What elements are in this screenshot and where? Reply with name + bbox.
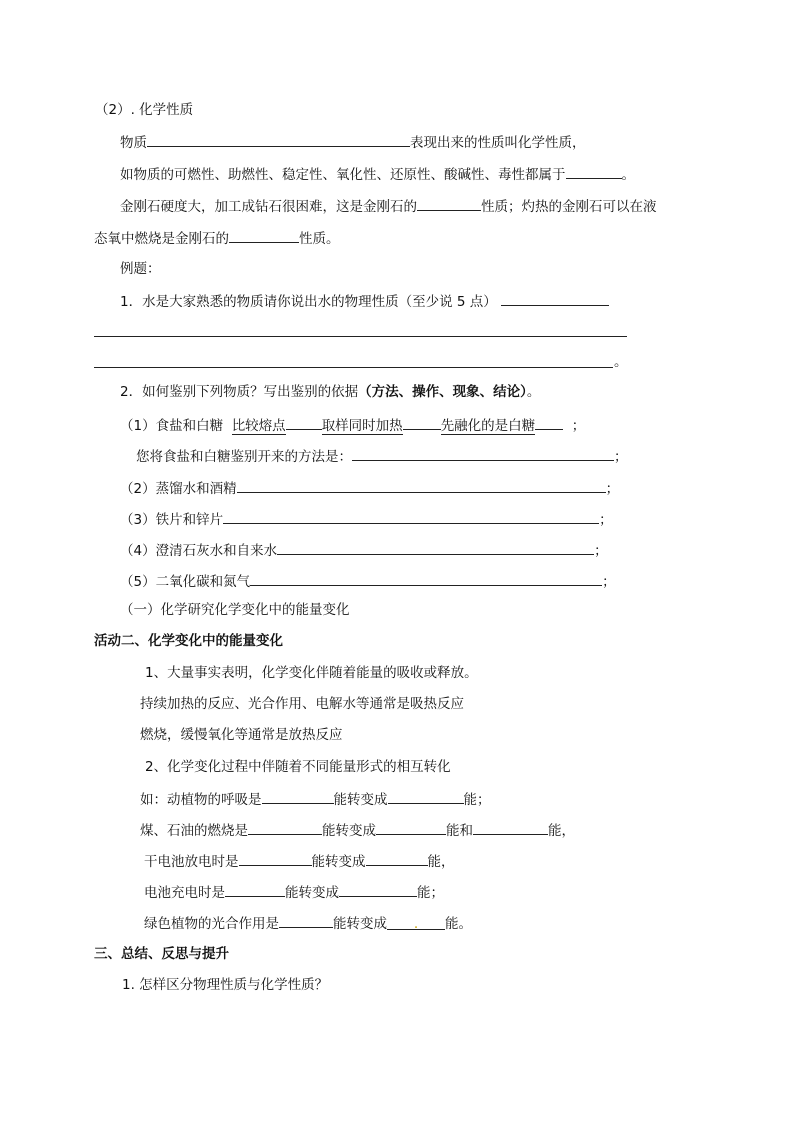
energy-intro: （一）化学研究化学变化中的能量变化 — [120, 602, 350, 618]
item-1-salt-sugar — [120, 415, 585, 435]
method-blank[interactable] — [352, 446, 614, 461]
exothermic-examples: 燃烧，缓慢氧化等通常是放热反应 — [140, 727, 343, 743]
example-label: 例题： — [120, 261, 161, 277]
section-3-question-1: 1. 怎样区分物理性质与化学性质？ — [122, 977, 329, 993]
item-2-blank[interactable] — [237, 478, 606, 493]
combustion-and: 能和 — [446, 823, 473, 839]
question-1-end: 。 — [614, 354, 628, 370]
combustion-text: 煤、石油的燃烧是 — [140, 823, 248, 839]
diamond-blank-1[interactable] — [417, 196, 481, 211]
discharge-blank-1[interactable] — [239, 851, 312, 866]
respiration-blank-2[interactable] — [388, 789, 464, 804]
photosynthesis-dot: . — [413, 916, 419, 932]
item-5-co2-nitrogen — [120, 571, 616, 591]
item-4-limewater-tapwater — [120, 540, 608, 560]
chem-examples-blank[interactable] — [566, 164, 622, 179]
discharge-text: 干电池放电时是 — [144, 854, 239, 870]
combustion-mid: 能转变成 — [322, 823, 376, 839]
item-1-answer-2: 取样同时加热 — [321, 418, 403, 434]
diamond-line2-post: 性质。 — [299, 231, 340, 247]
item-1-answer-3: 先融化的是白糖 — [440, 418, 536, 434]
item-2-end: ； — [605, 481, 620, 497]
question-2 — [120, 383, 540, 401]
energy-battery-charge — [144, 882, 444, 902]
respiration-end: 能； — [463, 792, 491, 808]
charge-text: 电池充电时是 — [144, 885, 225, 901]
charge-blank-1[interactable] — [225, 882, 285, 897]
combustion-end: 能， — [548, 823, 575, 839]
item-4-blank[interactable] — [277, 540, 594, 555]
diamond-line-2 — [94, 228, 340, 248]
question-2-text: 2．如何鉴别下列物质？写出鉴别的依据 — [120, 384, 359, 400]
question-2-criteria: （方法、操作、现象、结论） — [358, 384, 527, 400]
photosynthesis-text: 绿色植物的光合作用是 — [144, 916, 279, 932]
item-1-end: ； — [571, 418, 586, 434]
combustion-blank-2[interactable] — [376, 820, 446, 835]
item-3-label: （3）铁片和锌片 — [120, 512, 224, 528]
endothermic-examples: 持续加热的反应、光合作用、电解水等通常是吸热反应 — [140, 696, 464, 712]
item-1-label: （1）食盐和白糖 — [120, 418, 224, 434]
item-5-blank[interactable] — [250, 571, 602, 586]
item-1-answer-1: 比较熔点 — [231, 418, 286, 434]
diamond-line2-text: 态氧中燃烧是金刚石的 — [94, 231, 229, 247]
respiration-mid: 能转变成 — [333, 792, 388, 808]
question-1-answer-line-1[interactable] — [94, 336, 627, 337]
energy-point-2: 2、化学变化过程中伴随着不同能量形式的相互转化 — [145, 759, 451, 775]
method-line — [136, 446, 628, 466]
activity-2-heading: 活动二、化学变化中的能量变化 — [94, 633, 283, 649]
energy-point-1: 1、大量事实表明，化学变化伴随着能量的吸收或释放。 — [145, 665, 478, 681]
chem-examples-text: 如物质的可燃性、助燃性、稳定性、氧化性、还原性、酸碱性、毒性都属于 — [120, 167, 566, 183]
diamond-line-1 — [120, 196, 657, 216]
item-5-end: ； — [602, 574, 616, 590]
item-4-end: ； — [594, 543, 608, 559]
diamond-line1-post: 性质；灼热的金刚石可以在液 — [481, 199, 657, 215]
energy-combustion — [140, 820, 575, 840]
photosynthesis-end: 能。 — [445, 916, 472, 932]
discharge-mid: 能转变成 — [311, 854, 366, 870]
item-2-water-alcohol — [120, 478, 619, 498]
photosynthesis-blank-2[interactable] — [387, 915, 445, 930]
question-2-end: 。 — [526, 384, 541, 400]
charge-blank-2[interactable] — [339, 882, 417, 897]
combustion-blank-3[interactable] — [473, 820, 548, 835]
respiration-text: 如：动植物的呼吸是 — [140, 792, 262, 808]
discharge-blank-2[interactable] — [366, 851, 428, 866]
item-2-label: （2）蒸馏水和酒精 — [120, 481, 237, 497]
energy-respiration — [140, 789, 491, 809]
item-3-blank[interactable] — [223, 509, 599, 524]
energy-battery-discharge — [144, 851, 455, 871]
diamond-blank-2[interactable] — [229, 228, 299, 243]
chem-property-definition — [120, 132, 586, 152]
question-1 — [120, 291, 609, 311]
item-3-iron-zinc — [120, 509, 613, 529]
section-3-heading: 三、总结、反思与提升 — [94, 946, 229, 962]
chem-def-blank[interactable] — [147, 132, 410, 147]
question-1-answer-line-2[interactable] — [94, 367, 613, 368]
method-text: 您将食盐和白糖鉴别开来的方法是： — [136, 449, 352, 465]
charge-end: 能； — [417, 885, 444, 901]
discharge-end: 能， — [427, 854, 455, 870]
respiration-blank-1[interactable] — [262, 789, 334, 804]
chem-examples-end: 。 — [621, 167, 635, 183]
charge-mid: 能转变成 — [285, 885, 339, 901]
photosynthesis-blank-1[interactable] — [279, 913, 333, 928]
chem-property-examples — [120, 164, 635, 184]
question-1-blank-a[interactable] — [501, 291, 609, 306]
item-4-label: （4）澄清石灰水和自来水 — [120, 543, 278, 559]
item-3-end: ； — [599, 512, 613, 528]
diamond-line1-text: 金刚石硬度大，加工成钻石很困难，这是金刚石的 — [120, 199, 417, 215]
photosynthesis-mid: 能转变成 — [333, 916, 387, 932]
energy-photosynthesis — [144, 913, 472, 933]
section-2-heading: （2）. 化学性质 — [95, 102, 194, 118]
chem-def-prefix: 物质 — [120, 135, 147, 151]
item-5-label: （5）二氧化碳和氮气 — [120, 574, 251, 590]
method-end: ； — [614, 449, 628, 465]
combustion-blank-1[interactable] — [248, 820, 322, 835]
question-1-text: 1．水是大家熟悉的物质请你说出水的物理性质（至少说 5 点） — [120, 294, 497, 310]
chem-def-suffix: 表现出来的性质叫化学性质， — [410, 135, 586, 151]
